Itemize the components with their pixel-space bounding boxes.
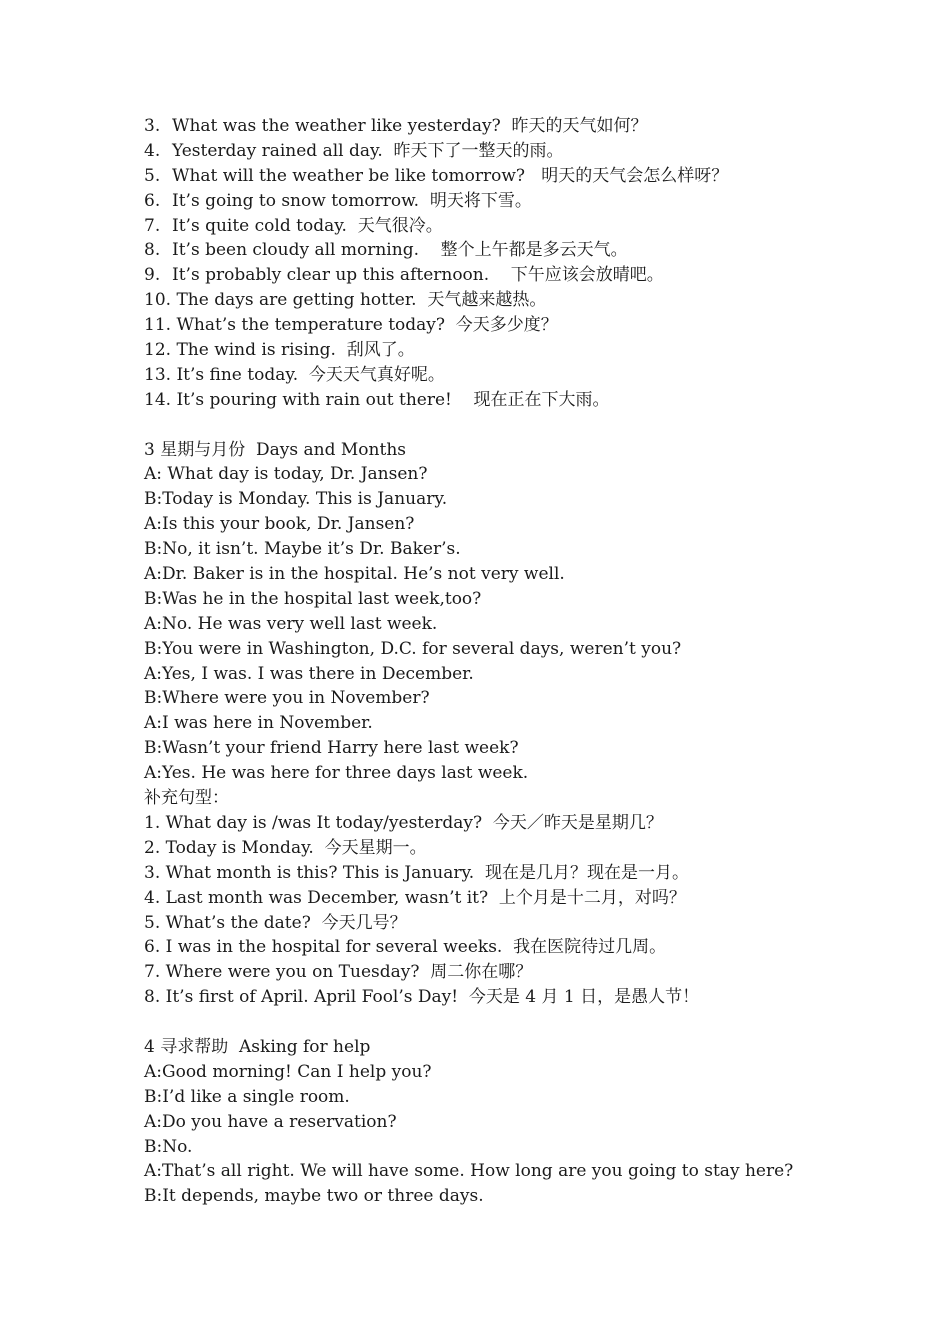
dialogue-line: A:Good morning! Can I help you? (144, 1061, 432, 1082)
dialogue-line: B:Wasn’t your friend Harry here last week? (144, 738, 519, 759)
item-text: Yesterday rained all day. 昨天下了一整天的雨。 (172, 140, 564, 161)
dialogue-line: A: What day is today, Dr. Jansen? (144, 464, 428, 485)
dialogue-line: B:No, it isn’t. Maybe it’s Dr. Baker’s. (144, 539, 461, 560)
supplement-item: 1. What day is /was It today/yesterday? 今天／昨天是星期几？ (144, 812, 663, 833)
item-number: 7. (144, 215, 161, 236)
item-number: 3. (144, 116, 161, 136)
list-item: 14. It’s pouring with rain out there! 现在正在下大雨。 (144, 389, 610, 410)
list-item (144, 238, 904, 263)
list-item: 10. The days are getting hotter. 天气越来越热。 (144, 290, 547, 311)
supplement-item: 2. Today is Monday. 今天星期一。 (144, 837, 427, 858)
dialogue-line: B:Today is Monday. This is January. (144, 489, 448, 510)
dialogue-line: A:Dr. Baker is in the hospital. He’s not very well. (144, 564, 565, 585)
supplement-heading: 补充句型： (144, 788, 229, 809)
dialogue-line: B:It depends, maybe two or three days. (144, 1186, 484, 1207)
list-item (144, 139, 904, 164)
list-item (144, 164, 904, 189)
section-days-and-months (144, 438, 904, 1010)
item-number: 5. (144, 165, 161, 186)
dialogue-line: A:Yes. He was here for three days last week. (144, 763, 529, 784)
weather-sentence-list (144, 114, 904, 413)
section-heading: 4 寻求帮助 Asking for help (144, 1036, 371, 1057)
dialogue-line: B:I’d like a single room. (144, 1086, 350, 1107)
section-asking-for-help (144, 1035, 904, 1209)
dialogue-line: B:Where were you in November? (144, 688, 430, 709)
supplement-item: 8. It’s first of April. April Fool’s Day! 今天是 4 月 1 日，是愚人节！ (144, 987, 700, 1008)
dialogue-line: A:No. He was very well last week. (144, 613, 438, 634)
item-text: It’s going to snow tomorrow. 明天将下雪。 (172, 190, 532, 211)
list-item: 11. What’s the temperature today? 今天多少度？ (144, 315, 558, 336)
dialogue-line: A:That’s all right. We will have some. How long are you going to stay here? (144, 1161, 794, 1182)
supplement-item: 6. I was in the hospital for several weeks. 我在医院待过几周。 (144, 937, 667, 958)
item-text: It’s quite cold today. 天气很冷。 (172, 215, 443, 236)
dialogue-line: B:Was he in the hospital last week,too? (144, 588, 482, 609)
item-number: 8. (144, 240, 161, 261)
dialogue-line: B:You were in Washington, D.C. for several days, weren’t you? (144, 638, 682, 659)
dialogue-line: A:Yes, I was. I was there in December. (144, 663, 474, 684)
list-item (144, 214, 904, 239)
supplement-item: 5. What’s the date? 今天几号？ (144, 912, 407, 933)
list-item: 13. It’s fine today. 今天天气真好呢。 (144, 364, 445, 385)
document-body (144, 114, 904, 1209)
dialogue-line: A:I was here in November. (144, 713, 373, 734)
spacer (144, 413, 904, 438)
list-item (144, 189, 904, 214)
dialogue-line: B:No. (144, 1136, 193, 1157)
item-number: 9. (144, 265, 161, 286)
list-item: 12. The wind is rising. 刮风了。 (144, 340, 415, 361)
section-heading: 3 星期与月份 Days and Months (144, 439, 406, 460)
supplement-item: 3. What month is this? This is January. 现在是几月？现在是一月。 (144, 862, 690, 883)
spacer (144, 1010, 904, 1035)
supplement-item: 4. Last month was December, wasn’t it? 上个月是十二月，对吗？ (144, 887, 686, 908)
dialogue-line: A:Is this your book, Dr. Jansen? (144, 514, 415, 535)
item-text: It’s probably clear up this afternoon. 下午应该会放晴吧。 (172, 265, 664, 286)
dialogue-line: A:Do you have a reservation? (144, 1111, 397, 1132)
item-number: 4. (144, 140, 161, 161)
item-text: What was the weather like yesterday? 昨天的天气如何？ (172, 116, 648, 136)
item-text: What will the weather be like tomorrow? 明天的天气会怎么样呀？ (172, 165, 729, 186)
list-item (144, 114, 904, 139)
list-item (144, 263, 904, 288)
item-number: 6. (144, 190, 161, 211)
item-text: It’s been cloudy all morning. 整个上午都是多云天气。 (172, 240, 628, 261)
supplement-item: 7. Where were you on Tuesday? 周二你在哪？ (144, 962, 533, 983)
